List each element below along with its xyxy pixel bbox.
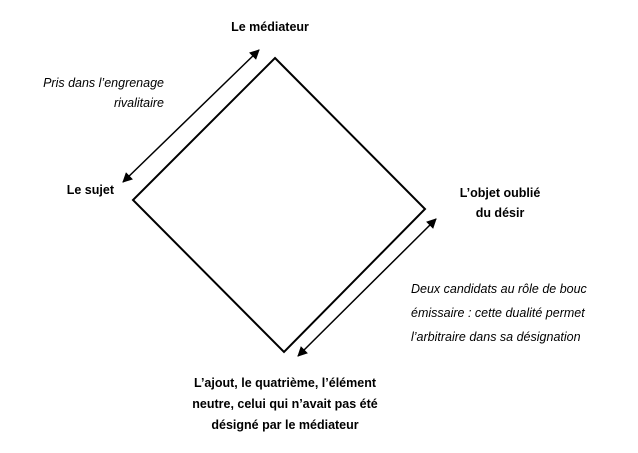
diamond-shape <box>133 58 425 352</box>
annotation-scapegoat: Deux candidats au rôle de bouc émissaire : cette dualité permet l’arbitraire dans sa désignation <box>411 282 587 344</box>
node-fourth-element: L’ajout, le quatrième, l’élément neutre, celui qui n’avait pas été désigné par le médiateur <box>192 376 378 432</box>
annotation-rivalry: Pris dans l’engrenage rivalitaire <box>43 76 164 110</box>
node-forgotten-object: L’objet oublié du désir <box>459 186 541 220</box>
node-subject: Le sujet <box>66 183 114 197</box>
double-arrow-top-left <box>123 50 259 182</box>
node-mediator: Le médiateur <box>231 20 309 34</box>
